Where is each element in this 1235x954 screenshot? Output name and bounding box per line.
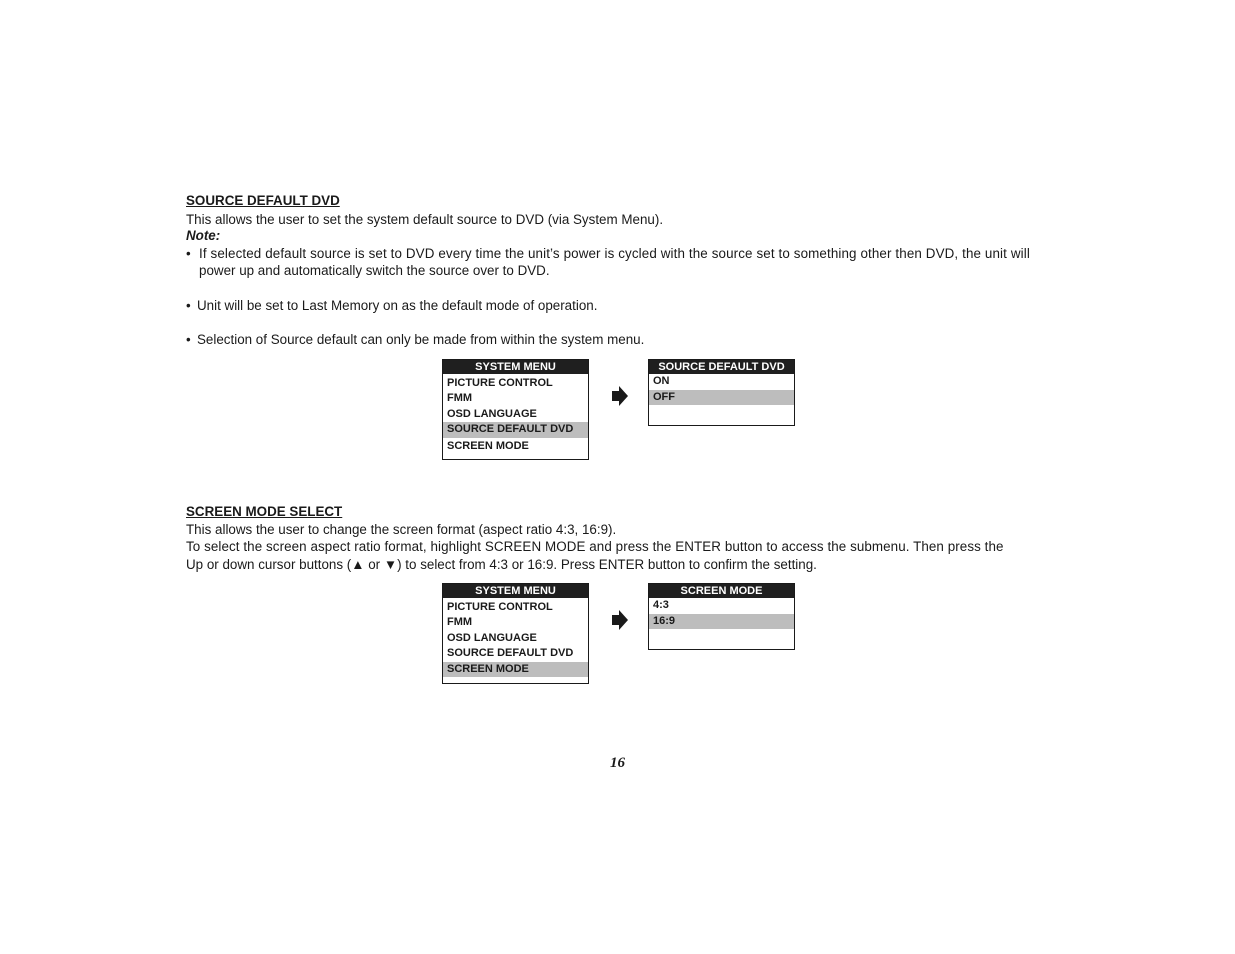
instruction-text: ) to select from 4:3 or 16:9. Press ENTER button to confirm the setting. xyxy=(397,557,817,572)
menu-item-screen-mode[interactable]: SCREEN MODE xyxy=(447,439,529,452)
bullet-text: If selected default source is set to DVD every time the unit’s power is cycled with the source set to something other then DVD, the unit will xyxy=(199,246,1030,261)
instruction-text: or xyxy=(364,557,384,572)
right-arrow-icon xyxy=(611,386,629,406)
menu-item-osd-language[interactable]: OSD LANGUAGE xyxy=(447,407,537,420)
section-heading-source-default-dvd: SOURCE DEFAULT DVD xyxy=(186,193,340,208)
menu-item-screen-mode[interactable]: SCREEN MODE xyxy=(443,662,588,678)
bullet-marker: • xyxy=(186,332,191,347)
system-menu-box xyxy=(442,583,589,684)
menu-item-fmm[interactable]: FMM xyxy=(447,616,473,628)
submenu-item-16-9[interactable]: 16:9 xyxy=(649,614,794,630)
menu-item-source-default-dvd[interactable]: SOURCE DEFAULT DVD xyxy=(447,647,574,659)
section-instructions-continued xyxy=(186,556,817,573)
bullet-text: Unit will be set to Last Memory on as the default mode of operation. xyxy=(197,298,598,313)
bullet-text: Selection of Source default can only be made from within the system menu. xyxy=(197,332,645,347)
submenu-title: SOURCE DEFAULT DVD xyxy=(649,360,794,374)
system-menu-title: SYSTEM MENU xyxy=(443,584,588,598)
source-default-submenu-box xyxy=(648,359,795,426)
submenu-item-on[interactable]: ON xyxy=(653,375,670,387)
up-triangle-icon: ▲ xyxy=(351,557,365,572)
screen-mode-submenu-box xyxy=(648,583,795,650)
bullet-marker: • xyxy=(186,246,191,261)
page-number: 16 xyxy=(610,755,625,771)
menu-item-picture-control[interactable]: PICTURE CONTROL xyxy=(447,376,553,389)
bullet-marker: • xyxy=(186,298,191,313)
bullet-text-continued: power up and automatically switch the source over to DVD. xyxy=(199,263,550,278)
note-label: Note: xyxy=(186,228,221,243)
submenu-item-4-3[interactable]: 4:3 xyxy=(653,599,669,611)
submenu-item-off[interactable]: OFF xyxy=(649,390,794,406)
system-menu-box xyxy=(442,359,589,460)
section-instructions: To select the screen aspect ratio format, highlight SCREEN MODE and press the ENTER button to access the submenu. Then press the xyxy=(186,539,1004,554)
right-arrow-icon xyxy=(611,610,629,630)
submenu-title: SCREEN MODE xyxy=(649,584,794,598)
menu-item-source-default-dvd[interactable]: SOURCE DEFAULT DVD xyxy=(443,422,588,438)
section-heading-screen-mode-select: SCREEN MODE SELECT xyxy=(186,504,343,519)
menu-item-osd-language[interactable]: OSD LANGUAGE xyxy=(447,631,537,644)
menu-item-picture-control[interactable]: PICTURE CONTROL xyxy=(447,600,553,613)
section-intro: This allows the user to set the system default source to DVD (via System Menu). xyxy=(186,212,664,227)
down-triangle-icon: ▼ xyxy=(383,557,398,572)
system-menu-title: SYSTEM MENU xyxy=(443,360,588,374)
instruction-text: Up or down cursor buttons ( xyxy=(186,557,352,572)
section-intro: This allows the user to change the screen format (aspect ratio 4:3, 16:9). xyxy=(186,522,617,537)
menu-item-fmm[interactable]: FMM xyxy=(447,392,473,404)
